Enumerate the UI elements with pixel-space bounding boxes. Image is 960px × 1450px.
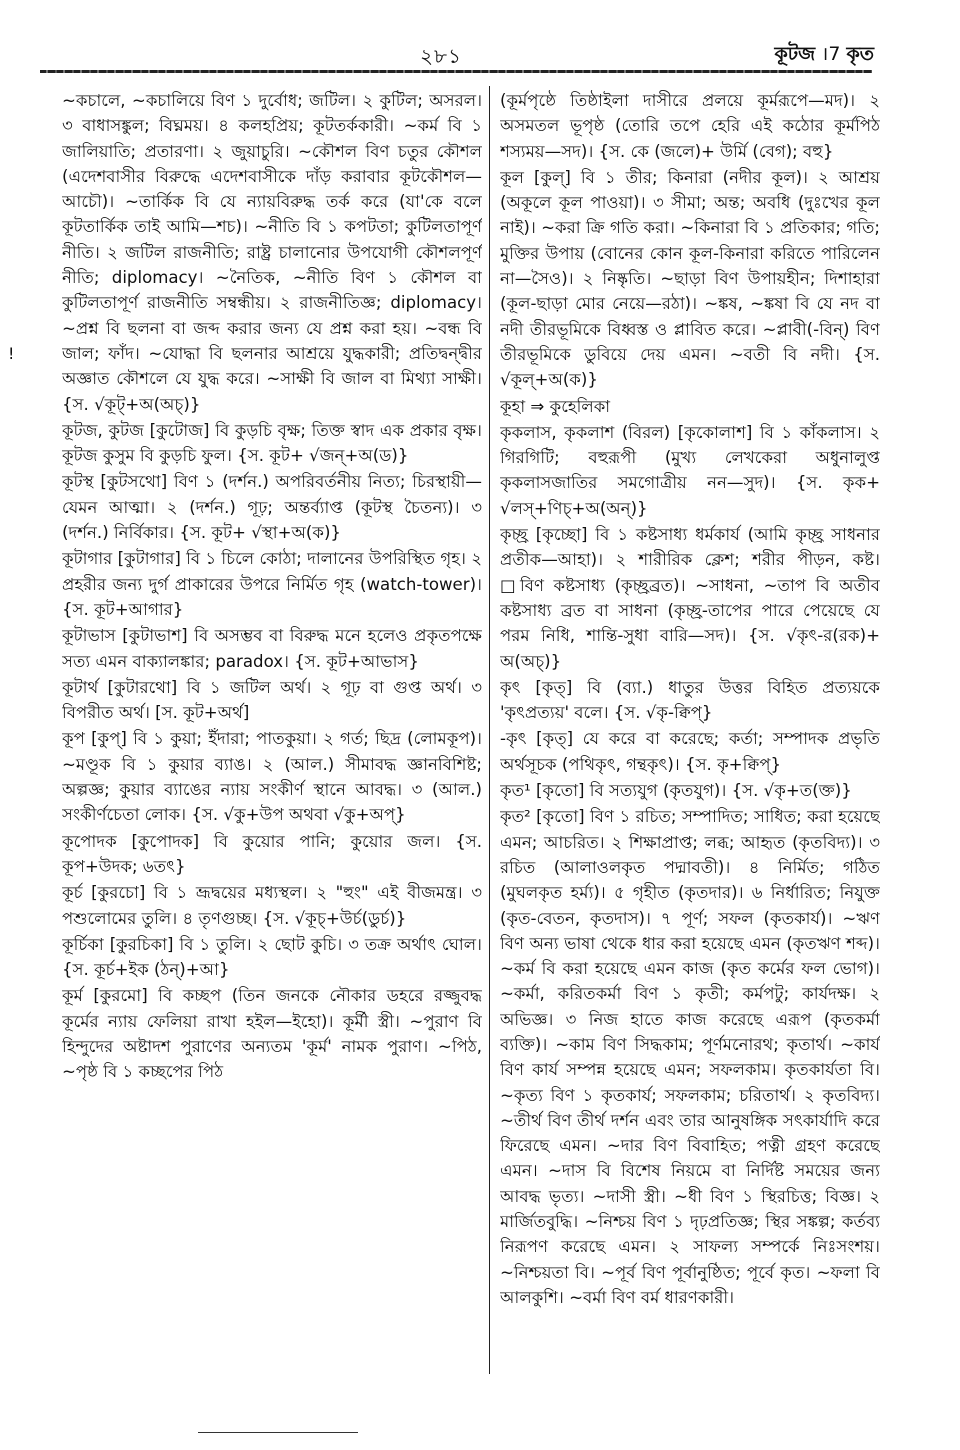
dictionary-entry — [62, 546, 482, 622]
entry-text: কূটার্থ [কুটারথো] বি ১ জটিল অর্থ। ২ গূঢ় বা গুপ্ত অর্থ। ৩ বিপরীত অর্থ। [স. কূট+অর্থ] — [62, 677, 482, 723]
column-divider — [489, 86, 490, 1374]
dictionary-entry — [500, 88, 880, 164]
dictionary-entry — [62, 829, 482, 880]
entry-text: কূটাভাস [কুটাভাশ] বি অসম্ভব বা বিরুদ্ধ মনে হলেও প্রকৃতপক্ষে সত্য এমন বাক্যালঙ্কার; paradox। {স. কূট+আভাস} — [62, 626, 482, 671]
entry-text: কূর্চিকা [কুরচিকা] বি ১ তুলি। ২ ছোট কুচি। ৩ তক্র অর্থাৎ ঘোল। {স. কূর্চ+ইক (ঠন্)+আ} — [62, 934, 482, 980]
page-number: ২৮১ — [420, 44, 462, 68]
right-column — [500, 88, 880, 1388]
footer-rule — [198, 1432, 358, 1433]
entry-text: কৃৎ [কৃত্] বি (ব্যা.) ধাতুর উত্তর বিহিত প্রত্যয়কে 'কৃৎপ্রত্যয়' বলে। {স. √কৃ-ক্বিপ্} — [500, 677, 880, 723]
entry-text: কৃচ্ছ্র [কৃচ্ছো] বি ১ কষ্টসাধ্য ধর্মকার্য (আমি কৃচ্ছ্র সাধনার প্রতীক—আহা)। ২ শারীরিক ক্লেশ; শরীর পীড়ন, কষ্ট। □বিণ কষ্টসাধ্য (কৃচ্ছ্রব্রত)। ~সাধনা, ~তাপ বি অতীব কষ্টসাধ্য ব্রত বা সাধনা (কৃচ্ছ্র-তাপের পারে পেয়েছে যে পরম নিধি, শান্তি-সুধা বারি—সদ)। {স. √কৃৎ-র(রক)+ অ(অচ্)} — [500, 525, 880, 671]
dictionary-entry — [500, 522, 880, 674]
entry-text: কূপোদক [কুপোদক] বি কুয়োর পানি; কুয়োর জল। {স. কূপ+উদক; ৬তৎ} — [62, 831, 482, 876]
entry-text: কৃত¹ [কৃতো] বি সত্যযুগ (কৃতযুগ)। {স. √কৃ+ত(ক্ত)} — [500, 781, 852, 801]
dictionary-entry — [500, 778, 880, 803]
dictionary-entry — [62, 418, 482, 469]
entry-text: কৃত² [কৃতো] বিণ ১ রচিত; সম্পাদিত; সাধিত; করা হয়েছে এমন; আচরিত। ২ শিক্ষাপ্রাপ্ত; লব্ধ; আহৃত (কৃতবিদ্য)। ৩ রচিত (আলাওলকৃত পদ্মাবতী)। ৪ নির্মিত; গঠিত (মুঘলকৃত হর্ম্য)। ৫ গৃহীত (কৃতদার)। ৬ নির্ধারিত; নিযুক্ত (কৃত-বেতন, কৃতদাস)। ৭ পূর্ণ; সফল (কৃতকার্য)। ~ঋণ বিণ অন্য ভাষা থেকে ধার করা হয়েছে এমন (কৃতঋণ শব্দ)। ~কর্ম বি করা হয়েছে এমন কাজ (কৃত কর্মের ফল ভোগ)। ~কর্মা, করিতকর্মা বিণ ১ কৃতী; কর্মপটু; কার্যদক্ষ। ২ অভিজ্ঞ। ৩ নিজ হাতে কাজ করেছে এরূপ (কৃতকর্মা ব্যক্তি)। ~কাম বিণ সিদ্ধকাম; পূর্ণমনোরথ; কৃতার্থ। ~কার্য বিণ কার্য সম্পন্ন হয়েছে এমন; সফলকাম। কৃতকার্যতা বি। ~কৃত্য বিণ ১ কৃতকার্য; সফলকাম; চরিতার্থ। ২ কৃতবিদ্য। ~তীর্থ বিণ তীর্থ দর্শন এবং তার আনুষঙ্গিক সৎকার্যাদি করে ফিরেছে এমন। ~দার বিণ বিবাহিত; পত্নী গ্রহণ করেছে এমন। ~দাস বি বিশেষ নিয়মে বা নির্দিষ্ট সময়ের জন্য আবদ্ধ ভৃত্য। ~দাসী স্ত্রী। ~ধী বিণ ১ স্থিরচিত্ত; বিজ্ঞ। ২ মার্জিতবুদ্ধি। ~নিশ্চয় বিণ ১ দৃঢ়প্রতিজ্ঞ; স্থির সঙ্কল্প; কর্তব্য নিরূপণ করেছে এমন। ২ সাফল্য সম্পর্কে নিঃসংশয়। ~নিশ্চয়তা বি। ~পূর্ব বিণ পূর্বানুষ্ঠিত; পূর্বে কৃত। ~ফলা বি আলকুশি। ~বর্মা বিণ বর্ম ধারণকারী। — [500, 807, 880, 1307]
dictionary-entry — [62, 880, 482, 931]
header-rule — [40, 70, 872, 73]
dictionary-entry — [62, 88, 482, 417]
entry-text: কূপ [কুপ্] বি ১ কুয়া; ইঁদারা; পাতকুয়া। ২ গর্ত; ছিদ্র (লোমকূপ)। ~মণ্ডূক বি ১ কুয়ার ব্যাঙ। ২ (আল.) সীমাবদ্ধ জ্ঞানবিশিষ্ট; অল্পজ্ঞ; কুয়ার ব্যাঙের ন্যায় সংকীর্ণ স্থানে আবদ্ধ। ৩ (আল.) সংকীর্ণচেতা লোক। {স. √কু+উপ অথবা √কু+অপ্} — [62, 729, 482, 825]
dictionary-entry — [62, 983, 482, 1084]
entry-text: ~কচালে, ~কচালিয়ে বিণ ১ দুর্বোধ; জটিল। ২ কুটিল; অসরল। ৩ বাধাসঙ্কুল; বিঘ্নময়। ৪ কলহপ্রিয়; কূটতর্ককারী। ~কর্ম বি ১ জালিয়াতি; প্রতারণা। ২ জুয়াচুরি। ~কৌশল বিণ চতুর কৌশল (এদেশবাসীর বিরুদ্ধে এদেশবাসীকে দাঁড় করাবার কূটকৌশল—আচৌ)। ~তার্কিক বি যে ন্যায়বিরুদ্ধ তর্ক করে (যা'কে বলে কূটতার্কিক তাই আমি—শচ)। ~নীতি বি ১ কপটতা; কুটিলতাপূর্ণ নীতি। ২ জটিল রাজনীতি; রাষ্ট্র চালানোর উপযোগী কৌশলপূর্ণ নীতি; diplomacy। ~নৈতিক, ~নীতি বিণ ১ কৌশল বা কুটিলতাপূর্ণ রাজনীতি সম্বন্ধীয়। ২ রাজনীতিজ্ঞ; diplomacy। ~প্রশ্ন বি ছলনা বা জব্দ করার জন্য যে প্রশ্ন করা হয়। ~বন্ধ বি জাল; ফাঁদ। ~যোদ্ধা বি ছলনার আশ্রয়ে যুদ্ধকারী; প্রতিদ্বন্দ্বীর অজ্ঞাত কৌশলে যে যুদ্ধ করে। ~সাক্ষী বি জাল বা মিথ্যা সাক্ষী। {স. √কূট্+অ(অচ্)} — [62, 91, 482, 414]
entry-text: কূহা ⇒ কুহেলিকা — [500, 396, 611, 416]
dictionary-entry — [500, 675, 880, 726]
guide-words — [774, 40, 874, 72]
dictionary-entry — [500, 726, 880, 777]
dictionary-entry — [500, 165, 880, 393]
guide-word-last: কৃত — [846, 43, 874, 65]
entry-text: কূটাগার [কুটাগার] বি ১ চিলে কোঠা; দালানের উপরিস্থিত গৃহ। ২ প্রহরীর জন্য দুর্গ প্রাকারের উপরে নির্মিত গৃহ (watch-tower)। {স. কূট+আগার} — [62, 549, 482, 619]
dictionary-entry — [62, 675, 482, 726]
dictionary-entry — [62, 932, 482, 983]
entry-text: -কৃৎ [কৃত্] যে করে বা করেছে; কর্তা; সম্পাদক প্রভৃতি অর্থসূচক (পথিকৃৎ, গন্থকৃৎ)। {স. কৃ+ক্বিপ্} — [500, 729, 880, 774]
entry-text: কৃকলাস, কৃকলাশ (বিরল) [কৃকোলাশ] বি ১ কাঁকলাস। ২ গিরগিটি; বহুরূপী (মুখ্য লেখকেরা অধুনালুপ্ত কৃকলাসজাতির সমগোত্রীয় নন—সুদ)। {স. কৃক+ √লস্+ণিচ্+অ(অন্)} — [500, 422, 880, 518]
entry-text: কূটস্থ [কুটসথো] বিণ ১ (দর্শন.) অপরিবর্তনীয় নিত্য; চিরস্থায়ী—যেমন আত্মা। ২ (দর্শন.) গূঢ়; অন্তর্ব্যাপ্ত (কূটস্থ চৈতন্য)। ৩ (দর্শন.) নির্বিকার। {স. কূট+ √স্থা+অ(ক)} — [62, 472, 482, 543]
entry-text: (কূর্মপৃষ্ঠে তিষ্ঠাইলা দাসীরে প্রলয়ে কূর্মরূপে—মদ)। ২ অসমতল ভূপৃষ্ঠ (তোরি তপে হেরি এই কঠোর কূর্মপিঠ শস্যময়—সদ)। {স. কে (জলে)+ উর্মি (বেগ); বহু} — [500, 91, 880, 161]
dictionary-entry — [500, 394, 880, 419]
margin-mark: ! — [8, 344, 15, 363]
dictionary-entry — [62, 623, 482, 674]
dictionary-entry — [62, 726, 482, 827]
left-column — [62, 88, 482, 1408]
dictionary-entry — [500, 420, 880, 521]
entry-text: কূর্ম [কুরমো] বি কচ্ছপ (তিন জনকে নৌকার ডহরে রজ্জুবদ্ধ কূর্মের ন্যায় ফেলিয়া রাখা হইল—ইহো)। কূর্মী স্ত্রী। ~পুরাণ বি হিন্দুদের অষ্টাদশ পুরাণের অন্যতম 'কূর্ম' নামক পুরাণ। ~পিঠ, ~পৃষ্ঠ বি ১ কচ্ছপের পিঠ — [62, 986, 482, 1082]
entry-text: কূর্চ [কুরচো] বি ১ ভ্রূদ্বয়ের মধ্যস্থল। ২ "হুং" এই বীজমন্ত্র। ৩ পশুলোমের তুলি। ৪ তৃণগুচ্ছ। {স. √কূচ্+উর্চ(ডুর্চ)} — [62, 883, 482, 928]
entry-text: কূটজ, কুটজ [কুটোজ] বি কুড়চি বৃক্ষ; তিক্ত স্বাদ এক প্রকার বৃক্ষ। কূটজ কুসুম বি কুড়চি ফুল। {স. কূট+ √জন্+অ(ড)} — [62, 420, 482, 466]
dictionary-entry — [500, 804, 880, 1310]
entry-text: কূল [কুল্] বি ১ তীর; কিনারা (নদীর কূল)। ২ আশ্রয় (অকূলে কূল পাওয়া)। ৩ সীমা; অন্ত; অবধি (দুঃখের কূল নাই)। ~করা ক্রি গতি করা। ~কিনারা বি ১ প্রতিকার; গতি; মুক্তির উপায় (বোনের কোন কূল-কিনারা করিতে পারিলেন না—সৈও)। ২ নিষ্কৃতি। ~ছাড়া বিণ উপায়হীন; দিশাহারা (কূল-ছাড়া মোর নেয়ে—রঠা)। ~ঙ্কষ, ~ঙ্কষা বি যে নদ বা নদী তীরভূমিকে বিধ্বস্ত ও প্লাবিত করে। ~প্লাবী(-বিন্) বিণ তীরভূমিকে ডুবিয়ে দেয় এমন। ~বতী বি নদী। {স. √কূল্+অ(ক)} — [500, 167, 880, 390]
page-header — [0, 38, 960, 70]
guide-separator: ।7 — [821, 43, 841, 65]
dictionary-entry — [62, 469, 482, 545]
guide-word-first: কূটজ — [774, 43, 816, 65]
